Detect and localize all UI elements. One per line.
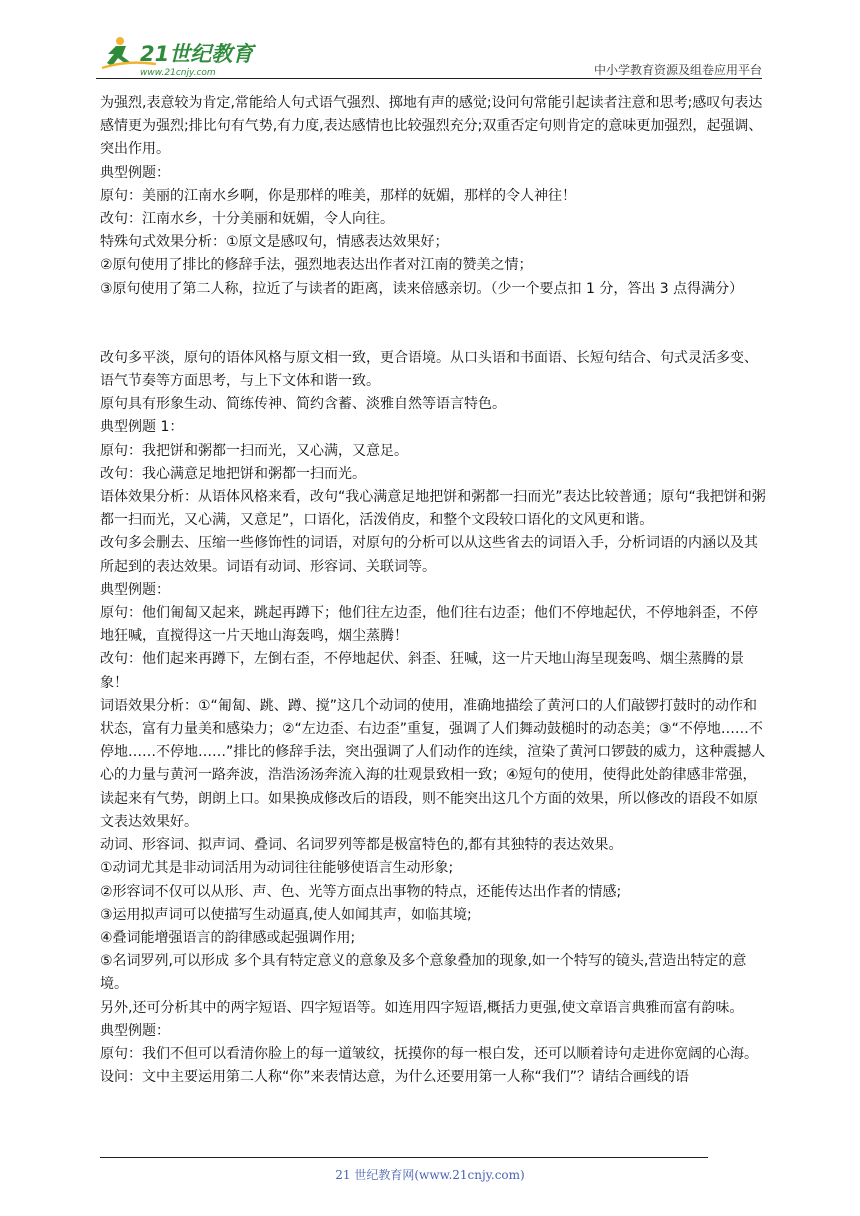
paragraph: ②原句使用了排比的修辞手法，强烈地表达出作者对江南的赞美之情； — [100, 257, 533, 274]
paragraph: 动词、形容词、拟声词、叠词、名词罗列等都是极富特色的,都有其独特的表达效果。 — [100, 837, 623, 854]
paragraph: 典型例题： — [100, 581, 170, 598]
header-divider — [96, 78, 762, 79]
paragraph: 典型例题： — [100, 1022, 170, 1039]
paragraph: ③原句使用了第二人称，拉近了与读者的距离，读来倍感亲切。（少一个要点扣 1 分，答出 3 点得满分） — [100, 280, 744, 297]
paragraph: ④叠词能增强语言的韵律感或起强调作用; — [100, 929, 356, 946]
paragraph: 设问：文中主要运用第二人称“你”来表情达意，为什么还要用第一人称“我们”？请结合画线的语 — [100, 1069, 690, 1086]
paragraph: 词语效果分析：①“匍匐、跳、蹲、搅”这几个动词的使用，准确地描绘了黄河口的人们敲锣打鼓时的动作和状态，富有力量美和感染力；②“左边歪、右边歪”重复，强调了人们舞动鼓槌时的动态美；③“不停地……不停地……不停地……”排比的修辞手法，突出强调了人们动作的连续，渲染了黄河口锣鼓的威力，这种震撼人心的力量与黄河一路奔波，浩浩汤汤奔流入海的壮观景致相一致；④短句的使用，使得此处韵律感非常强，读起来有气势，朗朗上口。如果换成修改后的语段，则不能突出这几个方面的效果，所以修改的语段不如原文表达效果好。 — [100, 697, 766, 830]
paragraph: 语体效果分析：从语体风格来看，改句“我心满意足地把饼和粥都一扫而光”表达比较普通；原句“我把饼和粥都一扫而光，又心满，又意足”，口语化，活泼俏皮，和整个文段较口语化的文风更和谐。 — [100, 489, 766, 529]
paragraph: 特殊句式效果分析：①原文是感叹句，情感表达效果好； — [100, 234, 449, 251]
platform-name: 中小学教育资源及组卷应用平台 — [593, 63, 762, 77]
paragraph: 原句：我们不但可以看清你脸上的每一道皱纹，抚摸你的每一根白发，还可以顺着诗句走进你宽阔的心海。 — [100, 1045, 758, 1062]
paragraph: 原句：他们匍匐又起来，跳起再蹲下；他们往左边歪，他们往右边歪；他们不停地起伏，不停地斜歪，不停地狂喊，直搅得这一片天地山海轰鸣，烟尘蒸腾！ — [100, 605, 758, 645]
paragraph: 原句：美丽的江南水乡啊，你是那样的唯美，那样的妩媚，那样的令人神往！ — [100, 187, 576, 204]
footer-divider — [100, 1157, 708, 1158]
paragraph: 典型例题 1： — [100, 419, 184, 436]
blank-gap — [100, 301, 768, 347]
paragraph: ⑤名词罗列,可以形成 多个具有特定意义的意象及多个意象叠加的现象,如一个特写的镜头,营造出特定的意境。 — [100, 953, 747, 993]
document-body — [100, 92, 768, 1089]
paragraph: 为强烈,表意较为肯定,常能给人句式语气强烈、掷地有声的感觉;设问句常能引起读者注意和思考;感叹句表达感情更为强烈;排比句有气势,有力度,表达感情也比较强烈充分;双重否定句则肯定的意味更加强烈，起强调、突出作用。 — [100, 95, 763, 158]
logo-url: www.21cnjy.com — [140, 68, 216, 78]
paragraph: ③运用拟声词可以使描写生动逼真,使人如闻其声，如临其境; — [100, 906, 472, 923]
page-header — [96, 34, 764, 78]
site-logo[interactable] — [96, 34, 266, 78]
page-footer[interactable]: 21 世纪教育网(www.21cnjy.com) — [335, 1168, 525, 1182]
paragraph: ①动词尤其是非动词活用为动词往往能够使语言生动形象; — [100, 860, 454, 877]
paragraph: 改句：我心满意足地把饼和粥都一扫而光。 — [100, 465, 366, 482]
paragraph: 原句：我把饼和粥都一扫而光，又心满，又意足。 — [100, 442, 408, 459]
paragraph: 改句：江南水乡，十分美丽和妩媚，令人向往。 — [100, 211, 394, 228]
paragraph: ②形容词不仅可以从形、声、色、光等方面点出事物的特点，还能传达出作者的情感; — [100, 883, 622, 900]
paragraph: 改句：他们起来再蹲下，左倒右歪，不停地起伏、斜歪、狂喊，这一片天地山海呈现轰鸣、烟尘蒸腾的景象！ — [100, 651, 744, 691]
logo-text: 21世纪教育 — [140, 42, 254, 66]
paragraph: 另外,还可分析其中的两字短语、四字短语等。如连用四字短语,概括力更强,使文章语言典雅而富有韵味。 — [100, 999, 744, 1016]
paragraph: 原句具有形象生动、简练传神、简约含蓄、淡雅自然等语言特色。 — [100, 396, 506, 413]
paragraph: 改句多会删去、压缩一些修饰性的词语，对原句的分析可以从这些省去的词语入手，分析词语的内涵以及其所起到的表达效果。词语有动词、形容词、关联词等。 — [100, 535, 758, 575]
paragraph: 改句多平淡，原句的语体风格与原文相一致，更合语境。从口头语和书面语、长短句结合、句式灵活多变、语气节奏等方面思考，与上下文体和谐一致。 — [100, 349, 758, 390]
paragraph: 典型例题： — [100, 164, 170, 181]
